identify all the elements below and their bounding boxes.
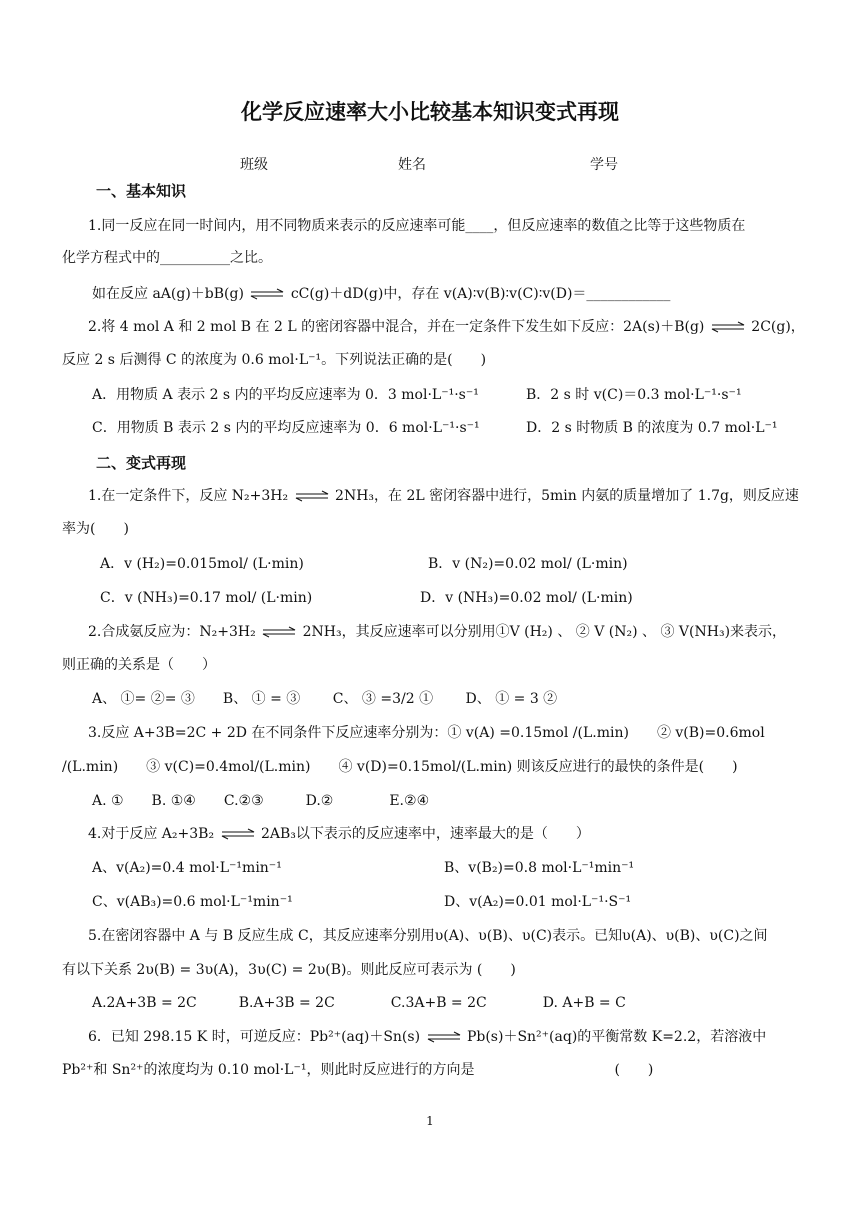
equilibrium-arrow-icon xyxy=(249,288,285,300)
equilibrium-arrow-icon xyxy=(261,626,297,638)
variant-5-line-1: 5.在密闭容器中 A 与 B 反应生成 C，其反应速率分别用υ(A)、υ(B)、υ(C)表示。已知υ(A)、υ(B)、υ(C)之间 xyxy=(88,928,768,944)
variant-2-line-2: 则正确的关系是（ ） xyxy=(62,657,216,673)
v4-text-left: 4.对于反应 A₂+3B₂ xyxy=(88,826,215,842)
page-title: 化学反应速率大小比较基本知识变式再现 xyxy=(241,100,619,124)
variant-1-option-b: B．v (N₂)=0.02 mol/ (L·min) xyxy=(428,556,628,572)
variant-2-line-1 xyxy=(88,622,786,642)
question-1-line-3 xyxy=(92,284,670,304)
q2-text-right: 2C(g)， xyxy=(751,319,805,335)
v6-text-right: Pb(s)＋Sn²⁺(aq)的平衡常数 K=2.2，若溶液中 xyxy=(466,1029,767,1045)
v1-text-right: 2NH₃，在 2L 密闭容器中进行，5min 内氨的质量增加了 1.7g，则反应速 xyxy=(335,488,799,504)
v4-text-right: 2AB₃以下表示的反应速率中，速率最大的是（ ） xyxy=(260,826,590,842)
variant-4-option-a: A、v(A₂)=0.4 mol·L⁻¹min⁻¹ xyxy=(92,860,282,876)
name-field-label: 姓名 xyxy=(398,157,426,173)
variant-4-option-b: B、v(B₂)=0.8 mol·L⁻¹min⁻¹ xyxy=(444,860,635,876)
q2-text-left: 2.将 4 mol A 和 2 mol B 在 2 L 的密闭容器中混合，并在一定条件下发生如下反应：2A(s)＋B(g) xyxy=(88,319,705,335)
variant-2-options: A、 ①= ②= ③ B、 ① = ③ C、 ③ =3/2 ① D、 ① = 3 ② xyxy=(92,691,558,707)
equilibrium-arrow-icon xyxy=(710,321,746,333)
equilibrium-arrow-icon xyxy=(294,490,330,502)
question-1-line-1: 1.同一反应在同一时间内，用不同物质来表示的反应速率可能____，但反应速率的数值之比等于这些物质在 xyxy=(88,218,746,234)
variant-3-line-1: 3.反应 A+3B=2C + 2D 在不同条件下反应速率分别为：① v(A) =0.15mol /(L.min) ② v(B)=0.6mol xyxy=(88,725,765,741)
equilibrium-arrow-icon xyxy=(220,828,256,840)
v6-text-left: 6．已知 298.15 K 时，可逆反应：Pb²⁺(aq)＋Sn(s) xyxy=(88,1029,421,1045)
question-2-line-1 xyxy=(88,317,805,337)
question-2-option-b: B．2 s 时 v(C)＝0.3 mol·L⁻¹·s⁻¹ xyxy=(526,387,742,403)
q1-equation-right: cC(g)＋dD(g)中，存在 v(A)∶v(B)∶v(C)∶v(D)＝____________ xyxy=(290,286,671,302)
section-header-basic: 一、基本知识 xyxy=(96,182,187,200)
variant-5-options: A.2A+3B = 2C B.A+3B = 2C C.3A+B = 2C D. A+B = C xyxy=(92,995,626,1011)
variant-6-line-2: Pb²⁺和 Sn²⁺的浓度均为 0.10 mol·L⁻¹，则此时反应进行的方向是 ( ) xyxy=(62,1062,654,1078)
page-number: 1 xyxy=(426,1114,434,1128)
q1-equation-left: 如在反应 aA(g)＋bB(g) xyxy=(92,286,244,302)
class-field-label: 班级 xyxy=(240,157,268,173)
variant-4-option-d: D、v(A₂)=0.01 mol·L⁻¹·S⁻¹ xyxy=(444,894,632,910)
v1-text-left: 1.在一定条件下，反应 N₂+3H₂ xyxy=(88,488,289,504)
variant-1-option-d: D．v (NH₃)=0.02 mol/ (L·min) xyxy=(420,590,633,606)
section-header-variants: 二、变式再现 xyxy=(96,454,187,472)
question-2-option-a: A．用物质 A 表示 2 s 内的平均反应速率为 0．3 mol·L⁻¹·s⁻¹ xyxy=(92,387,479,403)
variant-5-line-2: 有以下关系 2υ(B) = 3υ(A)，3υ(C) = 2υ(B)。则此反应可表示为 ( ) xyxy=(62,962,516,978)
variant-4-line-1 xyxy=(88,824,590,844)
variant-1-option-c: C．v (NH₃)=0.17 mol/ (L·min) xyxy=(100,590,313,606)
question-2-line-2: 反应 2 s 后测得 C 的浓度为 0.6 mol·L⁻¹。下列说法正确的是( ) xyxy=(62,352,487,368)
variant-3-options: A. ① B. ①④ C.②③ D.② E.②④ xyxy=(92,793,430,809)
question-2-option-d: D．2 s 时物质 B 的浓度为 0.7 mol·L⁻¹ xyxy=(526,420,778,436)
variant-3-line-2: /(L.min) ③ v(C)=0.4mol/(L.min) ④ v(D)=0.15mol/(L.min) 则该反应进行的最快的条件是( ) xyxy=(62,759,738,775)
variant-4-option-c: C、v(AB₃)=0.6 mol·L⁻¹min⁻¹ xyxy=(92,894,293,910)
variant-1-line-2: 率为( ) xyxy=(62,521,129,537)
variant-1-line-1 xyxy=(88,486,799,506)
variant-1-option-a: A．v (H₂)=0.015mol/ (L·min) xyxy=(100,556,304,572)
v2-text-left: 2.合成氨反应为：N₂+3H₂ xyxy=(88,624,256,640)
student-no-field-label: 学号 xyxy=(590,157,618,173)
v2-text-right: 2NH₃，其反应速率可以分别用①V (H₂) 、 ② V (N₂) 、 ③ V(NH₃)来表示， xyxy=(302,624,787,640)
question-1-line-2: 化学方程式中的__________之比。 xyxy=(62,250,272,266)
variant-6-line-1 xyxy=(88,1027,766,1047)
equilibrium-arrow-icon xyxy=(426,1031,462,1043)
question-2-option-c: C．用物质 B 表示 2 s 内的平均反应速率为 0．6 mol·L⁻¹·s⁻¹ xyxy=(92,420,480,436)
